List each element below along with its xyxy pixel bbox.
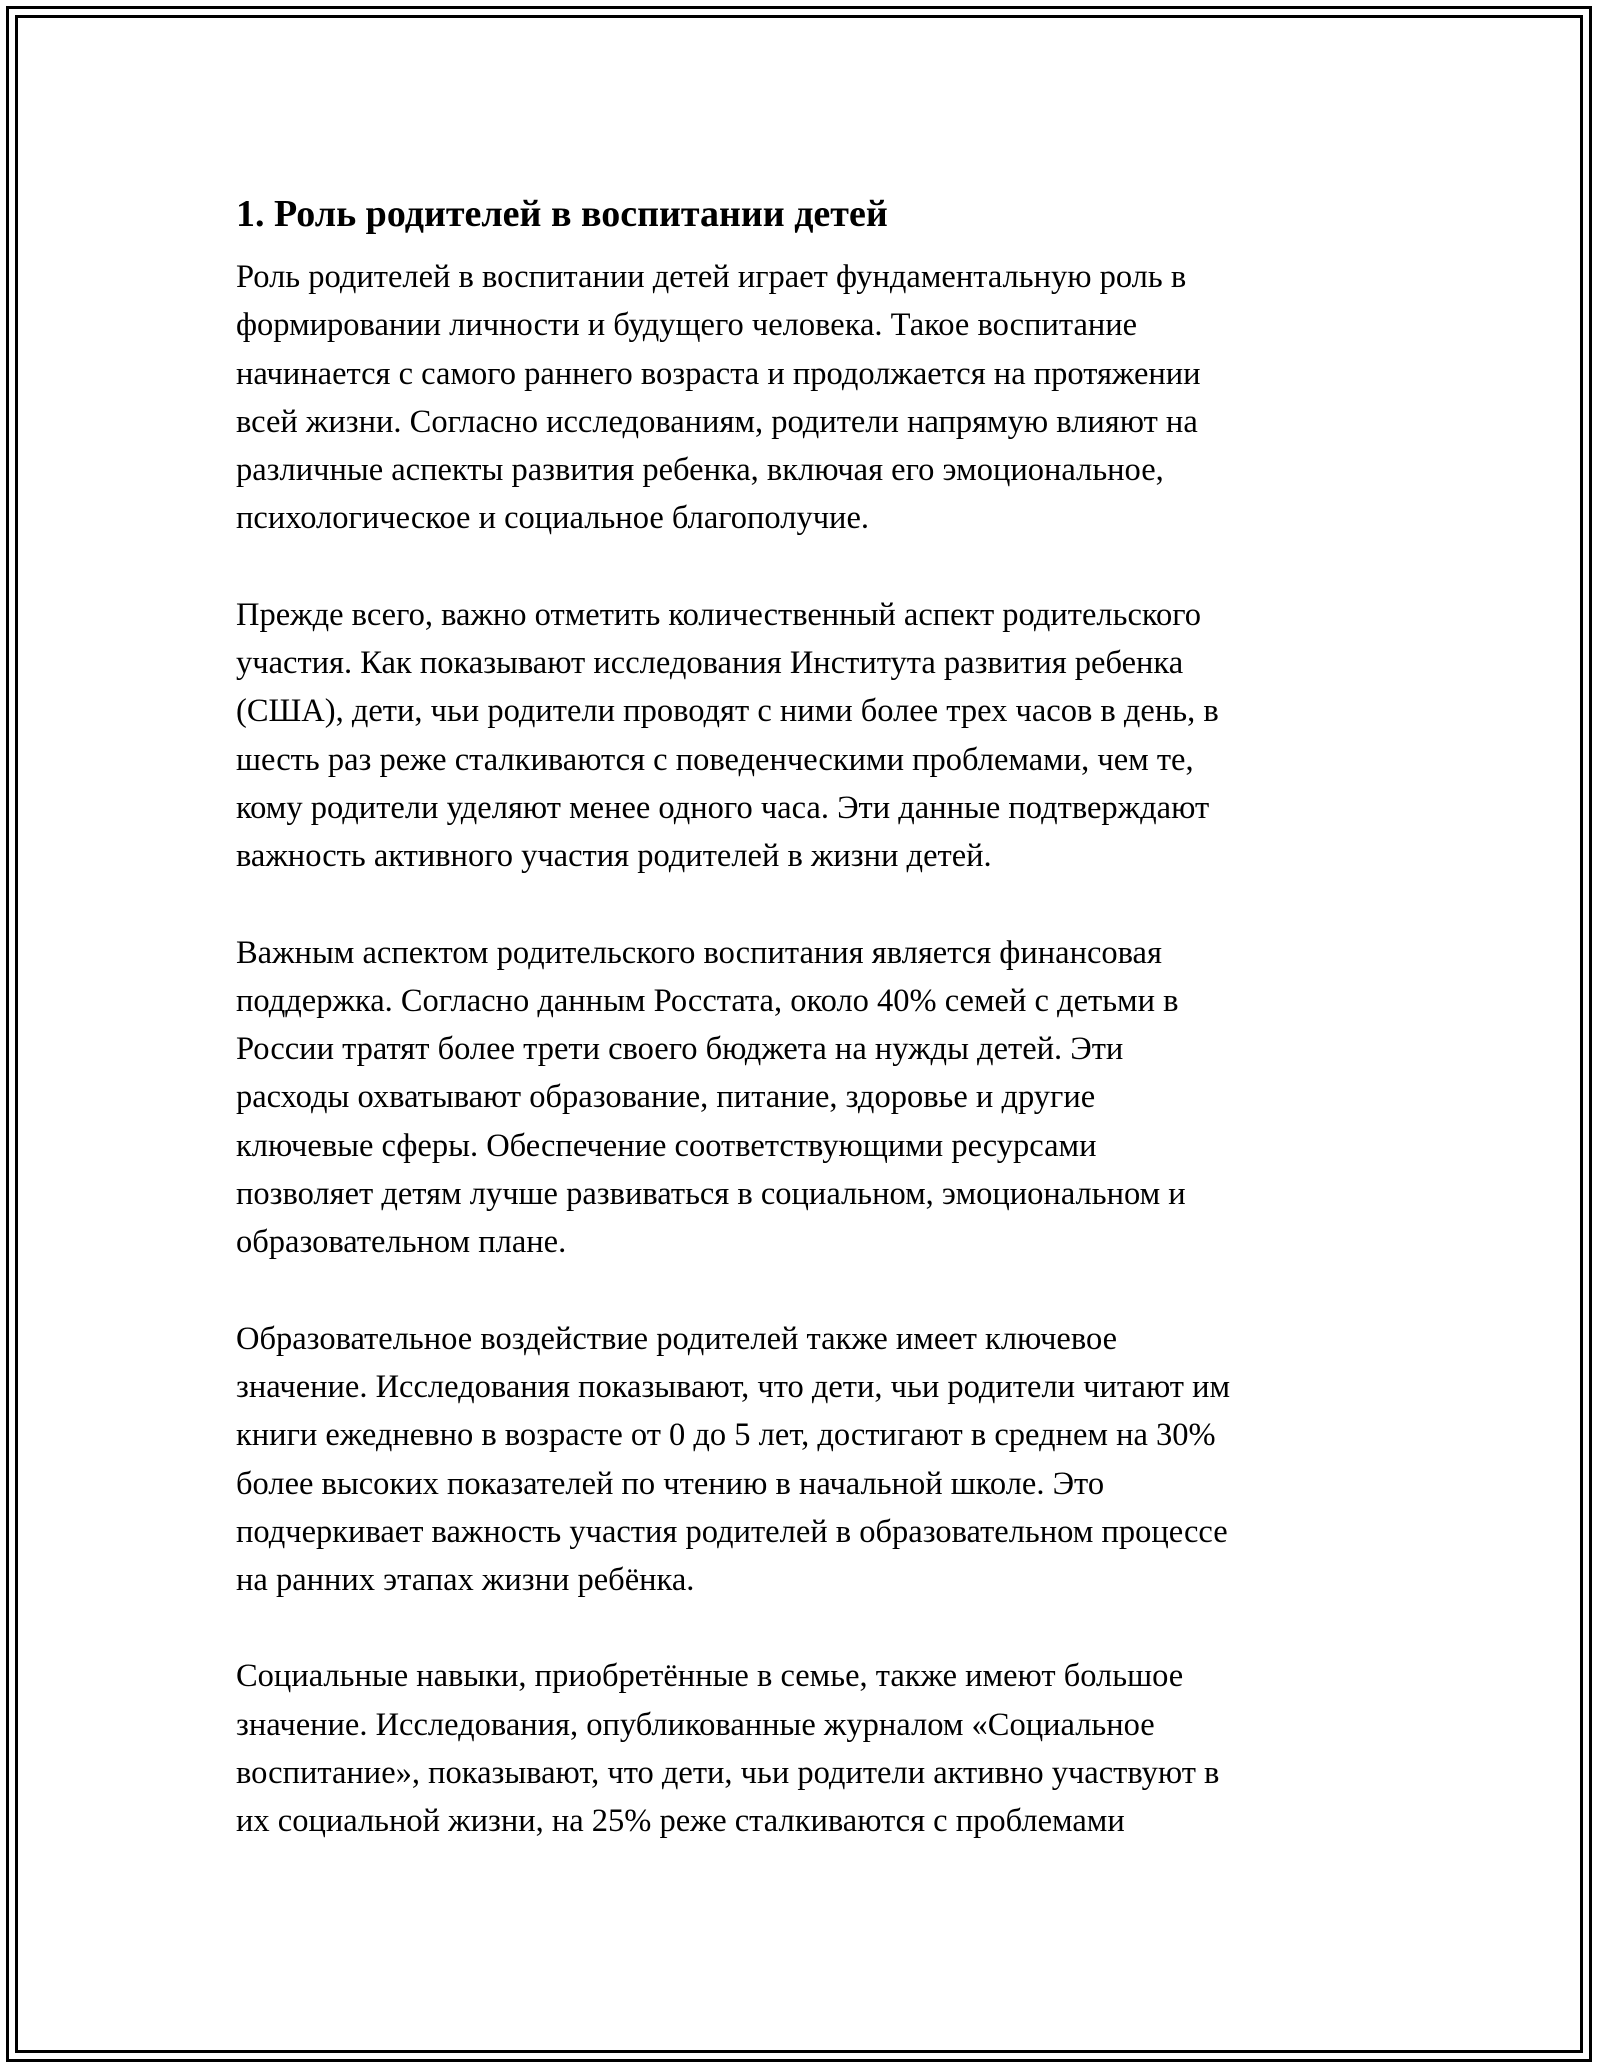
text-line: Прежде всего, важно отметить количественный аспект родительского	[236, 596, 1202, 633]
text-line: воспитание», показывают, что дети, чьи родители активно участвуют в	[236, 1755, 1220, 1792]
text-line: более высоких показателей по чтению в начальной школе. Это	[236, 1465, 1105, 1502]
text-line: их социальной жизни, на 25% реже сталкиваются с проблемами	[236, 1803, 1125, 1840]
paragraph-3	[236, 929, 1386, 1267]
text-line: Важным аспектом родительского воспитания является финансовая	[236, 934, 1162, 971]
paragraph-4	[236, 1315, 1386, 1605]
text-line: Роль родителей в воспитании детей играет фундаментальную роль в	[236, 259, 1187, 295]
text-line: всей жизни. Согласно исследованиям, родители напрямую влияют на	[236, 403, 1198, 440]
paragraph-2	[236, 591, 1386, 881]
text-line: на ранних этапах жизни ребёнка.	[236, 1562, 695, 1599]
text-line: поддержка. Согласно данным Росстата, около 40% семей с детьми в	[236, 982, 1179, 1019]
text-line: России тратят более трети своего бюджета на нужды детей. Эти	[236, 1031, 1124, 1068]
text-line: участия. Как показывают исследования Института развития ребенка	[236, 645, 1184, 682]
text-line: значение. Исследования показывают, что дети, чьи родители читают им	[236, 1368, 1231, 1405]
document-body	[236, 185, 1386, 1894]
paragraph-1	[236, 253, 1386, 543]
text-line: образовательном плане.	[236, 1224, 567, 1261]
text-line: формировании личности и будущего человека. Такое воспитание	[236, 307, 1138, 344]
text-line: кому родители уделяют менее одного часа. Эти данные подтверждают	[236, 789, 1210, 826]
text-line: расходы охватывают образование, питание, здоровье и другие	[236, 1079, 1096, 1116]
text-line: психологическое и социальное благополучие.	[236, 500, 870, 537]
text-line: различные аспекты развития ребенка, включая его эмоциональное,	[236, 452, 1164, 489]
paragraph-5	[236, 1652, 1386, 1845]
text-line: значение. Исследования, опубликованные журналом «Социальное	[236, 1706, 1155, 1743]
text-line: книги ежедневно в возрасте от 0 до 5 лет, достигают в среднем на 30%	[236, 1417, 1216, 1454]
text-line: шесть раз реже сталкиваются с поведенческими проблемами, чем те,	[236, 741, 1194, 778]
text-line: ключевые сферы. Обеспечение соответствующими ресурсами	[236, 1127, 1097, 1164]
text-line: позволяет детям лучше развиваться в социальном, эмоциональном и	[236, 1176, 1186, 1213]
text-line: (США), дети, чьи родители проводят с ними более трех часов в день, в	[236, 693, 1219, 730]
section-heading: 1. Роль родителей в воспитании детей	[236, 193, 888, 235]
text-line: начинается с самого раннего возраста и продолжается на протяжении	[236, 355, 1201, 392]
text-line: Социальные навыки, приобретённые в семье, также имеют большое	[236, 1658, 1184, 1695]
text-line: важность активного участия родителей в жизни детей.	[236, 838, 992, 875]
text-line: подчеркивает важность участия родителей в образовательном процессе	[236, 1513, 1228, 1550]
text-line: Образовательное воздействие родителей также имеет ключевое	[236, 1320, 1118, 1357]
